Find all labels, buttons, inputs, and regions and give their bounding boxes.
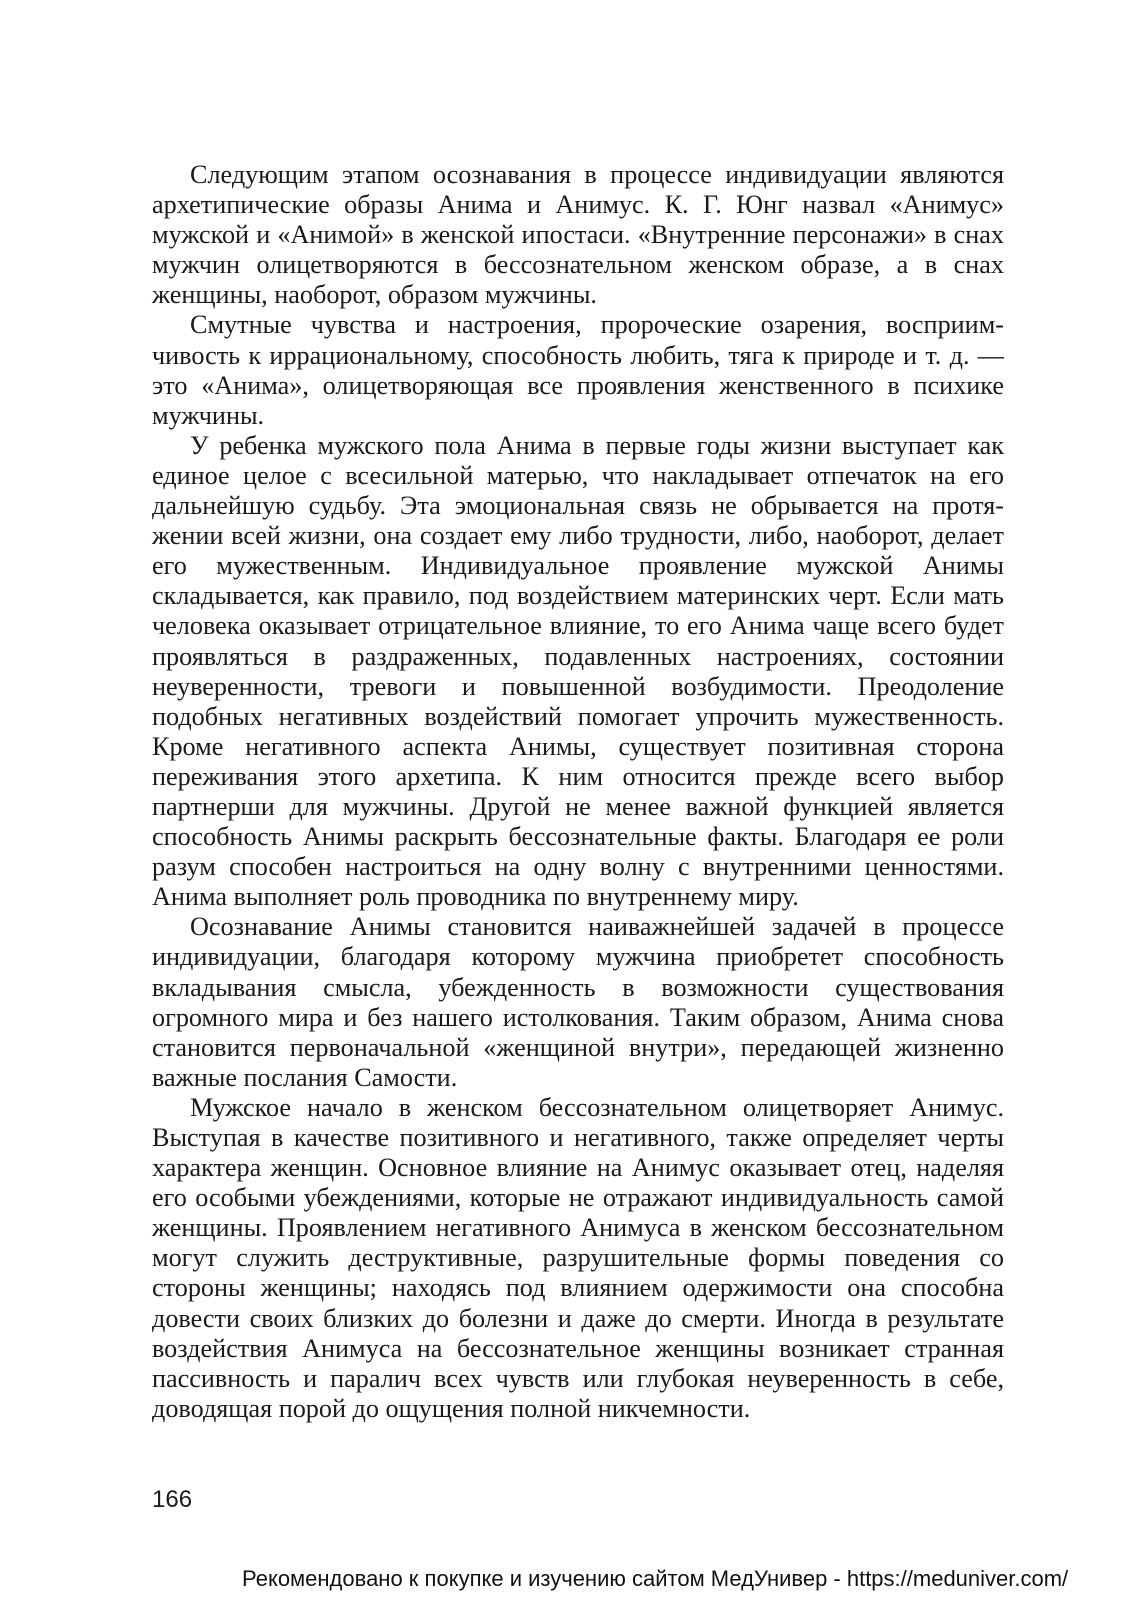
paragraph-1: Следующим этапом осознавания в процессе индивидуации являются архетипические образы Анима и Анимус. К. Г. Юнг назвал «Анимус» мужской и «Анимой» в женской ипостаси. «Внутренние персонажи» в снах мужчин олицетворяются в бессознательном женском образе, а в снах женщины, наоборот, образом мужчины.: [152, 160, 1004, 310]
paragraph-3: У ребенка мужского пола Анима в первые годы жизни выступает как единое целое с всесильной матерью, что накладывает отпечаток на его дальнейшую судьбу. Эта эмоциональная связь не обрывается на протяжении всей жизни, она создает ему либо трудности, либо, наоборот, делает его мужественным. Индивидуальное проявление мужской Анимы складывается, как правило, под воздействием материнских черт. Если мать человека оказывает отрицательное влияние, то его Анима чаще всего будет проявляться в раздраженных, подавленных настроениях, состоянии неуверенности, тревоги и повышенной возбудимости. Преодоление подобных негативных воздействий помогает упрочить мужественность. Кроме негативного аспекта Анимы, существует позитивная сторона переживания этого архетипа. К ним относится прежде всего выбор партнерши для мужчины. Другой не менее важной функцией является способность Анимы раскрыть бессознательные факты. Благодаря ее роли разум способен настроиться на одну волну с внутренними ценностями. Анима выполняет роль проводника по внутреннему миру.: [152, 430, 1004, 912]
paragraph-4: Осознавание Анимы становится наиважнейшей задачей в процессе индивидуации, благодаря которому мужчина приобретет способность вкладывания смысла, убежденность в возможности существования огромного мира и без нашего истолкования. Таким образом, Анима снова становится первоначальной «женщиной внутри», передающей жизненно важные послания Самости.: [152, 912, 1004, 1092]
page-number: 166: [152, 1486, 193, 1513]
paragraph-5: Мужское начало в женском бессознательном олицетворяет Анимус. Выступая в качестве позитивного и негативного, также определяет черты характера женщин. Основное влияние на Анимус оказывает отец, наделяя его особыми убеждениями, которые не отражают индивидуальность самой женщины. Проявлением негативного Анимуса в женском бессознательном могут служить деструктивные, разрушительные формы поведения со стороны женщины; находясь под влиянием одержимости она способна довести своих близких до болезни и даже до смерти. Иногда в результате воздействия Анимуса на бессознательное женщины возникает странная пассивность и паралич всех чувств или глубокая неуверенность в себе, доводящая порой до ощущения полной никчемности.: [152, 1092, 1004, 1423]
body-text: [152, 160, 1004, 1424]
paragraph-2: Смутные чувства и настроения, пророческие озарения, восприимчивость к иррациональному, способность любить, тяга к природе и т. д. — это «Анима», олицетворяющая все проявления женственного в психике мужчины.: [152, 310, 1004, 430]
footer-recommendation: Рекомендовано к покупке и изучению сайтом МедУнивер - https://meduniver.com/: [242, 1566, 1069, 1591]
